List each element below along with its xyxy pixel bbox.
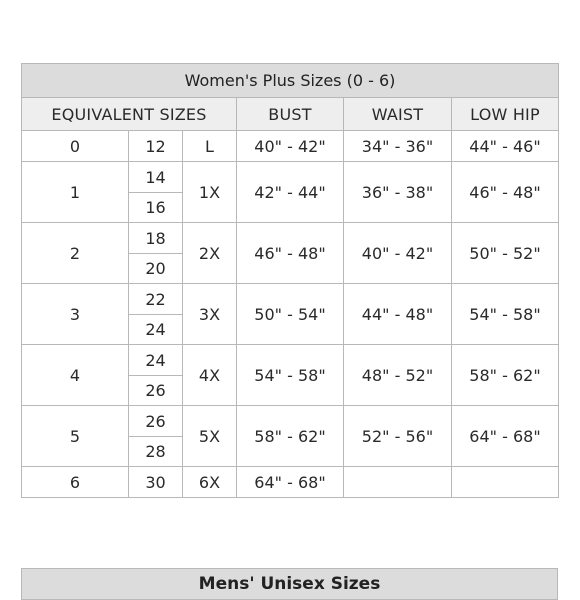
table-row bbox=[22, 131, 559, 162]
table-row bbox=[22, 345, 559, 376]
table-row bbox=[22, 406, 559, 437]
table-row bbox=[22, 284, 559, 315]
size-cell: 4 bbox=[22, 345, 129, 406]
low-hip-cell: 64" - 68" bbox=[452, 406, 559, 467]
low-hip-cell: 50" - 52" bbox=[452, 223, 559, 284]
numeric-size-cell: 22 bbox=[129, 284, 183, 315]
womens-plus-size-chart bbox=[21, 63, 559, 498]
letter-size-cell: L bbox=[183, 131, 237, 162]
low-hip-cell: 46" - 48" bbox=[452, 162, 559, 223]
size-cell: 5 bbox=[22, 406, 129, 467]
waist-cell: 36" - 38" bbox=[344, 162, 452, 223]
waist-cell: 44" - 48" bbox=[344, 284, 452, 345]
numeric-size-cell: 18 bbox=[129, 223, 183, 254]
waist-cell: 34" - 36" bbox=[344, 131, 452, 162]
numeric-size-cell: 12 bbox=[129, 131, 183, 162]
low-hip-cell bbox=[452, 467, 559, 498]
waist-cell: 48" - 52" bbox=[344, 345, 452, 406]
size-cell: 3 bbox=[22, 284, 129, 345]
size-cell: 2 bbox=[22, 223, 129, 284]
bust-cell: 64" - 68" bbox=[237, 467, 344, 498]
numeric-size-cell: 16 bbox=[129, 193, 183, 223]
numeric-size-cell: 26 bbox=[129, 406, 183, 437]
numeric-size-cell: 24 bbox=[129, 345, 183, 376]
numeric-size-cell: 26 bbox=[129, 376, 183, 406]
low-hip-cell: 54" - 58" bbox=[452, 284, 559, 345]
waist-cell: 40" - 42" bbox=[344, 223, 452, 284]
bust-cell: 54" - 58" bbox=[237, 345, 344, 406]
waist-cell: 52" - 56" bbox=[344, 406, 452, 467]
table-row bbox=[22, 162, 559, 193]
bust-cell: 50" - 54" bbox=[237, 284, 344, 345]
bust-cell: 40" - 42" bbox=[237, 131, 344, 162]
letter-size-cell: 5X bbox=[183, 406, 237, 467]
bust-cell: 46" - 48" bbox=[237, 223, 344, 284]
header-equivalent-sizes: EQUIVALENT SIZES bbox=[22, 98, 237, 131]
size-cell: 0 bbox=[22, 131, 129, 162]
low-hip-cell: 58" - 62" bbox=[452, 345, 559, 406]
bust-cell: 42" - 44" bbox=[237, 162, 344, 223]
table-row bbox=[22, 223, 559, 254]
numeric-size-cell: 20 bbox=[129, 254, 183, 284]
numeric-size-cell: 30 bbox=[129, 467, 183, 498]
letter-size-cell: 2X bbox=[183, 223, 237, 284]
size-cell: 6 bbox=[22, 467, 129, 498]
numeric-size-cell: 28 bbox=[129, 437, 183, 467]
bust-cell: 58" - 62" bbox=[237, 406, 344, 467]
letter-size-cell: 3X bbox=[183, 284, 237, 345]
letter-size-cell: 1X bbox=[183, 162, 237, 223]
table-row bbox=[22, 467, 559, 498]
low-hip-cell: 44" - 46" bbox=[452, 131, 559, 162]
next-table-title: Mens' Unisex Sizes bbox=[21, 568, 558, 600]
numeric-size-cell: 14 bbox=[129, 162, 183, 193]
table-title: Women's Plus Sizes (0 - 6) bbox=[22, 64, 559, 98]
letter-size-cell: 4X bbox=[183, 345, 237, 406]
numeric-size-cell: 24 bbox=[129, 315, 183, 345]
header-bust: BUST bbox=[237, 98, 344, 131]
waist-cell bbox=[344, 467, 452, 498]
letter-size-cell: 6X bbox=[183, 467, 237, 498]
header-low-hip: LOW HIP bbox=[452, 98, 559, 131]
header-waist: WAIST bbox=[344, 98, 452, 131]
size-cell: 1 bbox=[22, 162, 129, 223]
